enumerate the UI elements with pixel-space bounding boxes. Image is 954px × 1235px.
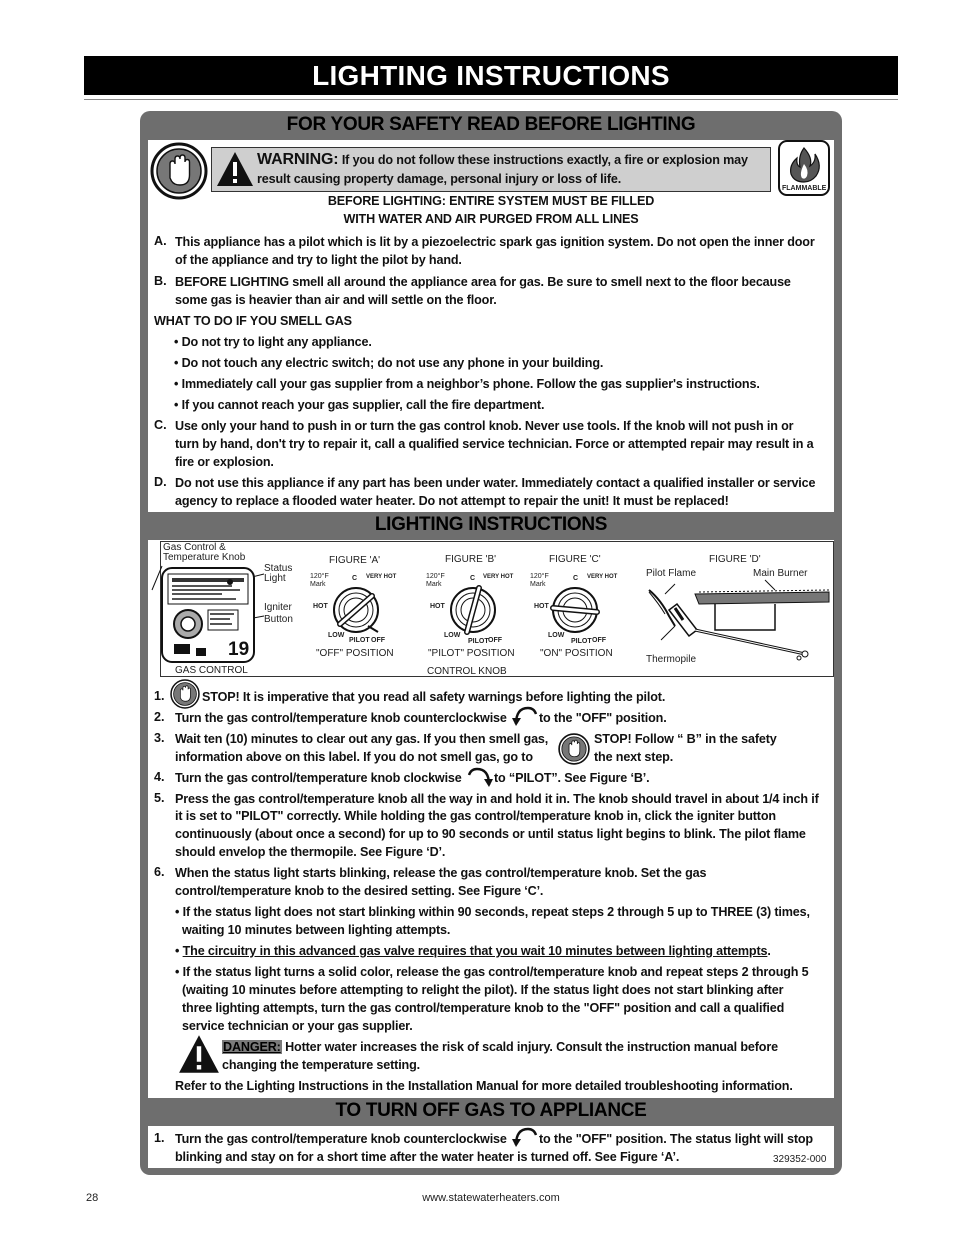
turnoff-step-number: 1. (154, 1131, 165, 1145)
danger-triangle-icon (178, 1034, 220, 1074)
knob-on-icon (547, 584, 603, 636)
figure-a-label: FIGURE 'A' (329, 555, 381, 566)
refer-text: Refer to the Lighting Instructions in the Installation Manual for more detailed troubleshooting information. (175, 1079, 793, 1093)
step6-bullet3-line3: three lighting attempts, turn the gas control/temperature knob to the "OFF" position and call a qualified (182, 1001, 785, 1015)
item-a-line1: This appliance has a pilot which is lit by a piezoelectric spark gas ignition system. Do not open the inner door (175, 235, 815, 249)
knob-b-off: OFF (488, 637, 502, 644)
knob-b-c: C (470, 575, 476, 582)
warning-word: WARNING: (257, 151, 339, 168)
clockwise-arrow-icon (467, 765, 493, 787)
knob-a-c: C (352, 575, 358, 582)
before-lighting-line1: BEFORE LIGHTING: ENTIRE SYSTEM MUST BE FILLED (327, 194, 655, 208)
document-code: 329352-000 (773, 1154, 827, 1165)
gas-control-label-line1: Gas Control & (163, 542, 226, 553)
flammable-label: FLAMMABLE (782, 185, 827, 192)
status-light-label-line1: Status (264, 563, 293, 574)
item-d-letter: D. (154, 475, 167, 489)
counterclockwise-arrow-icon (512, 704, 538, 726)
knob-c-pilot: PILOT (571, 638, 592, 645)
danger-line2: changing the temperature setting. (222, 1058, 420, 1072)
step4-text-b: to “PILOT”. See Figure ‘B’. (494, 771, 650, 785)
knob-pilot-icon (445, 584, 501, 636)
gas-control-valve-illustration (150, 560, 270, 666)
knob-b-hot: HOT (430, 603, 445, 610)
gas-control-display: 19 (228, 639, 250, 660)
pilot-burner-illustration (645, 580, 831, 662)
page-title: LIGHTING INSTRUCTIONS (84, 56, 898, 95)
step5-number: 5. (154, 791, 165, 805)
gas-control-label-line2: Temperature Knob (163, 552, 246, 563)
knob-b-low: LOW (444, 632, 461, 639)
knob-c-hot: HOT (534, 603, 549, 610)
pilot-position-caption: "PILOT" POSITION (428, 648, 515, 659)
knob-a-very-hot: VERY HOT (366, 574, 397, 580)
igniter-label-line1: Igniter (264, 602, 292, 613)
knob-c-c: C (573, 575, 579, 582)
figure-d-label: FIGURE 'D' (709, 554, 761, 565)
warning-text-line2: result causing property damage, personal injury or loss of life. (257, 172, 622, 186)
knob-b-mark-line2: Mark (426, 581, 442, 588)
step3-text-c: STOP! Follow “ B” in the safety (594, 732, 777, 746)
step5-line4: should envelop the thermopile. See Figure ‘D’. (175, 845, 446, 859)
turnoff-text-b: to the "OFF" position. The status light will stop (539, 1132, 813, 1146)
step4-text-a: Turn the gas control/temperature knob clockwise (175, 771, 462, 785)
warning-text-line1: If you do not follow these instructions exactly, a fire or explosion may (341, 153, 748, 167)
step5-line3: continuously (about once a second) for up to 90 seconds or until status light begins to blink. The pilot flame (175, 827, 806, 841)
knob-a-mark-line1: 120°F (310, 573, 329, 580)
danger-line1 (222, 1038, 778, 1056)
footer-url: www.statewaterheaters.com (422, 1192, 560, 1204)
main-burner-label: Main Burner (753, 568, 808, 579)
step6-bullet1-line1: • If the status light does not start blinking within 90 seconds, repeat steps 2 through 5 up to THREE (3) times, (175, 905, 810, 919)
igniter-label-line2: Button (264, 614, 293, 625)
knob-c-low: LOW (548, 632, 565, 639)
knob-off-icon (328, 584, 384, 636)
item-b-line1: BEFORE LIGHTING smell all around the appliance area for gas. Be sure to smell next to the floor because (175, 275, 791, 289)
knob-a-off: OFF (371, 637, 385, 644)
step6-bullet2-mark: • (175, 944, 183, 958)
turnoff-heading: TO TURN OFF GAS TO APPLIANCE (335, 1100, 647, 1121)
thermopile-label: Thermopile (646, 654, 697, 665)
knob-b-very-hot: VERY HOT (483, 574, 514, 580)
control-knob-caption: CONTROL KNOB (427, 666, 507, 677)
step6-bullet2 (175, 942, 771, 960)
stop-hand-icon-step1 (170, 679, 200, 709)
counterclockwise-arrow-icon-turnoff (512, 1125, 538, 1147)
step6-number: 6. (154, 865, 165, 879)
smell-gas-heading: WHAT TO DO IF YOU SMELL GAS (154, 314, 352, 328)
knob-c-mark-line1: 120°F (530, 573, 549, 580)
knob-a-pilot: PILOT (349, 637, 370, 644)
danger-text-1: Hotter water increases the risk of scald injury. Consult the instruction manual before (285, 1040, 778, 1054)
stop-hand-icon-step3 (558, 733, 590, 765)
figure-c-label: FIGURE 'C' (549, 554, 601, 565)
smell-bullet-1: • Do not try to light any appliance. (174, 335, 372, 349)
step6-bullet3-line4: service technician or your gas supplier. (182, 1019, 413, 1033)
smell-bullet-3: • Immediately call your gas supplier from a neighbor’s phone. Follow the gas supplier's instructions. (174, 377, 760, 391)
turnoff-text-a: Turn the gas control/temperature knob counterclockwise (175, 1132, 507, 1146)
knob-a-hot: HOT (313, 603, 328, 610)
knob-a-mark-line2: Mark (310, 581, 326, 588)
title-rule (84, 99, 898, 100)
item-d-line1: Do not use this appliance if any part has been under water. Immediately contact a qualified installer or service (175, 476, 816, 490)
step6-bullet2-text: The circuitry in this advanced gas valve requires that you wait 10 minutes between lighting attempts (182, 944, 768, 958)
item-b-letter: B. (154, 274, 167, 288)
step3-text-d: the next step. (594, 750, 674, 764)
step1-text: STOP! It is imperative that you read all safety warnings before lighting the pilot. (202, 690, 666, 704)
item-c-line1: Use only your hand to push in or turn the gas control knob. Never use tools. If the knob will not push in or (175, 419, 794, 433)
knob-a-low: LOW (328, 632, 345, 639)
knob-b-pilot: PILOT (468, 638, 489, 645)
item-c-line3: fire or explosion. (175, 455, 274, 469)
on-position-caption: "ON" POSITION (540, 648, 613, 659)
step2-number: 2. (154, 710, 165, 724)
step2-text-a: Turn the gas control/temperature knob counterclockwise (175, 711, 507, 725)
step1-number: 1. (154, 689, 165, 703)
warning-triangle-icon (216, 151, 254, 187)
item-d-line2: agency to replace a flooded water heater. Do not attempt to repair the unit! It must be replaced! (175, 494, 729, 508)
step6-bullet2-period: . (767, 944, 771, 958)
step3-text-a: Wait ten (10) minutes to clear out any gas. If you then smell gas, (175, 732, 549, 746)
knob-c-off: OFF (592, 637, 606, 644)
step4-number: 4. (154, 770, 165, 784)
knob-c-very-hot: VERY HOT (587, 574, 618, 580)
step3-number: 3. (154, 731, 165, 745)
step3-text-b: information above on this label. If you do not smell gas, go to (175, 750, 533, 764)
knob-b-mark-line1: 120°F (426, 573, 445, 580)
danger-word: DANGER: (223, 1040, 281, 1054)
smell-bullet-4: • If you cannot reach your gas supplier, call the fire department. (174, 398, 545, 412)
step6-line1: When the status light starts blinking, release the gas control/temperature knob. Set the gas (175, 866, 707, 880)
knob-c-mark-line2: Mark (530, 581, 546, 588)
turnoff-text-line2: blinking and stay on for a short time after the water heater is turned off. See Figure ‘A’. (175, 1150, 680, 1164)
item-c-line2: turn by hand, don't try to repair it, call a qualified service technician. Force or attempted repair may result in a (175, 437, 814, 451)
smell-bullet-2: • Do not touch any electric switch; do not use any phone in your building. (174, 356, 604, 370)
step6-bullet1-line2: waiting 10 minutes between lighting attempts. (182, 923, 451, 937)
page-number: 28 (86, 1192, 99, 1204)
off-position-caption: "OFF" POSITION (316, 648, 394, 659)
lighting-heading: LIGHTING INSTRUCTIONS (374, 514, 608, 535)
step5-line1: Press the gas control/temperature knob all the way in and hold it in. The knob should travel in about 1/4 inch if (175, 792, 819, 806)
item-c-letter: C. (154, 418, 167, 432)
step6-bullet3-line2: (waiting 10 minutes before attempting to relight the pilot). If the status light does not start blinking after (182, 983, 784, 997)
step2-text-b: to the "OFF" position. (539, 711, 667, 725)
item-b-line2: some gas is heavier than air and will settle on the floor. (175, 293, 497, 307)
gas-control-caption: GAS CONTROL (175, 665, 248, 676)
item-a-letter: A. (154, 234, 167, 248)
before-lighting-line2: WITH WATER AND AIR PURGED FROM ALL LINES (343, 212, 639, 226)
step5-line2: it is set to "PILOT" correctly. While holding the gas control/temperature knob in, click the igniter button (175, 809, 776, 823)
status-light-label-line2: Light (264, 573, 286, 584)
safety-heading: FOR YOUR SAFETY READ BEFORE LIGHTING (286, 114, 696, 135)
step6-line2: control/temperature knob to the desired setting. See Figure ‘C’. (175, 884, 544, 898)
pilot-flame-label: Pilot Flame (646, 568, 697, 579)
step6-bullet3-line1: • If the status light turns a solid color, release the gas control/temperature knob and repeat steps 2 through 5 (175, 965, 809, 979)
figure-b-label: FIGURE 'B' (445, 554, 497, 565)
item-a-line2: of the appliance and try to light the pilot by hand. (175, 253, 462, 267)
